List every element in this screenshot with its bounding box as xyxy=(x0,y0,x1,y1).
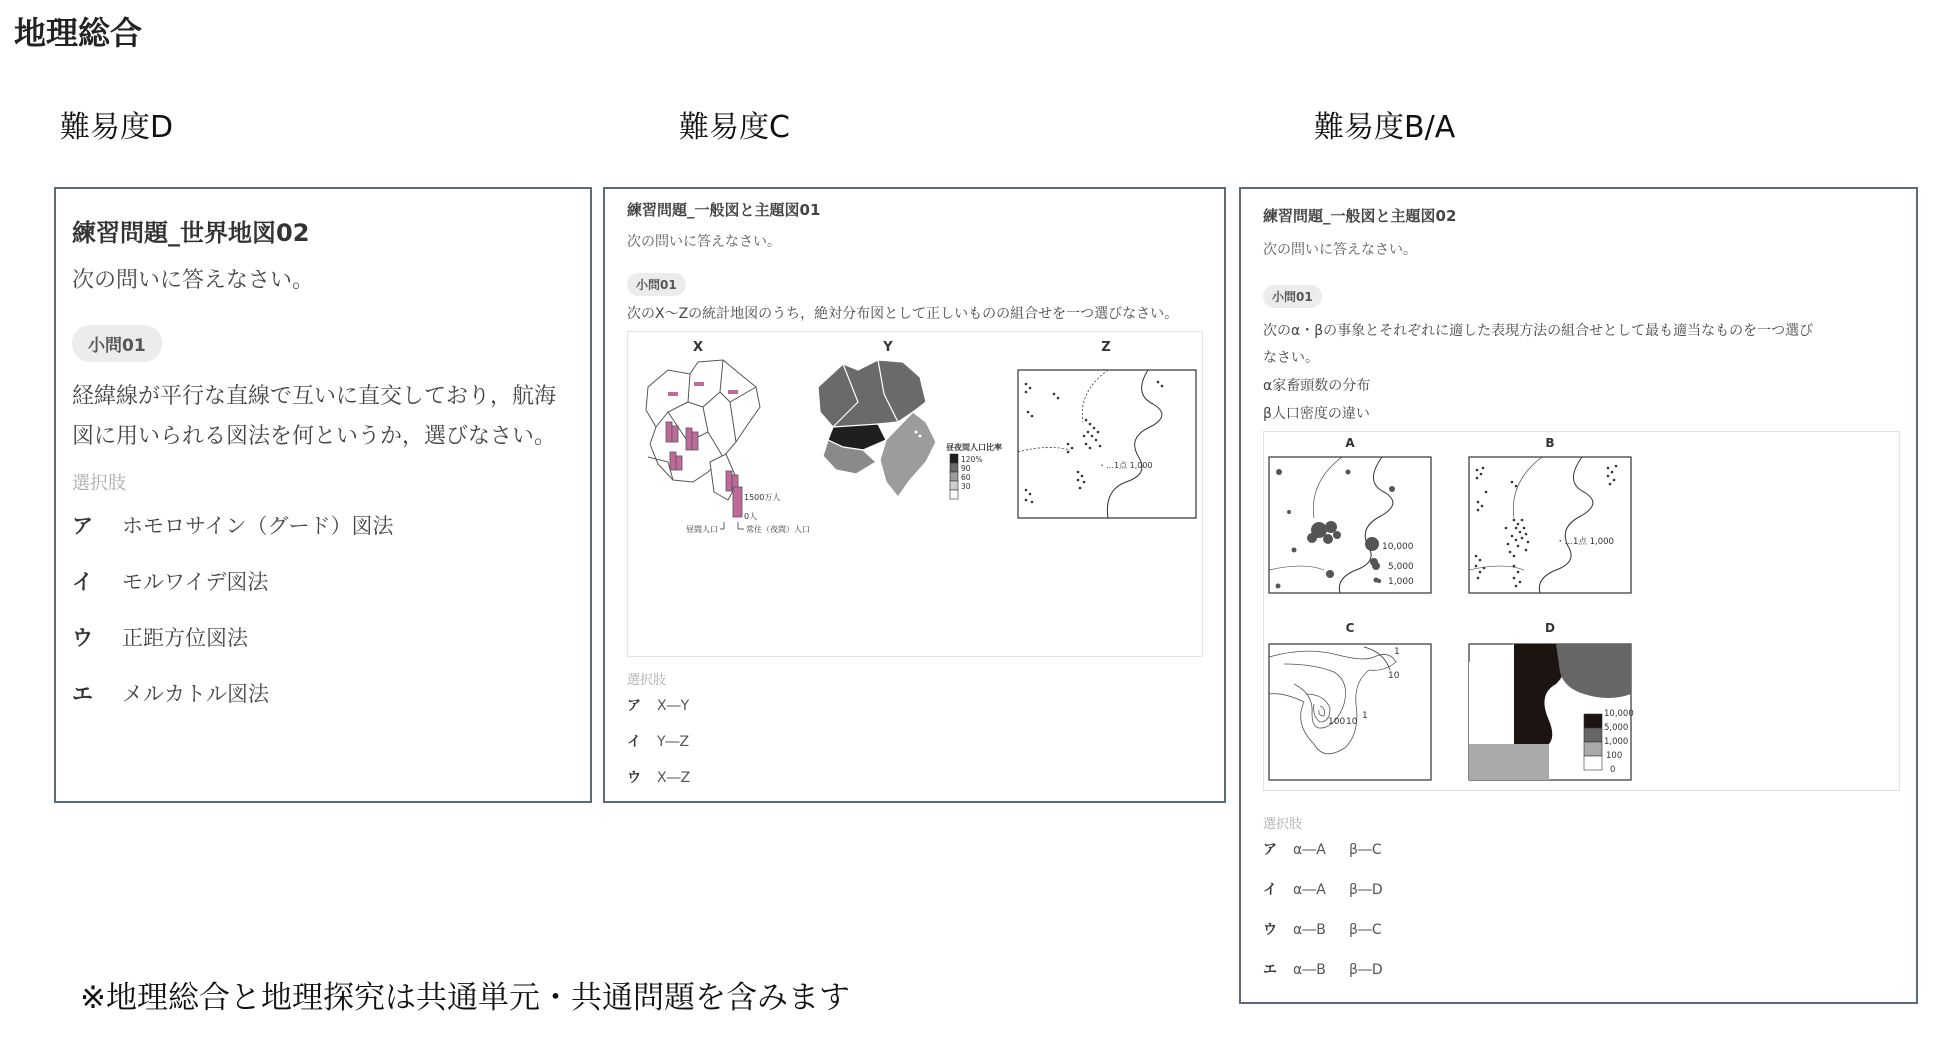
choice-u[interactable] xyxy=(72,622,248,652)
level-label-d: 難易度D xyxy=(60,110,174,145)
map-y-legend-value: 90 xyxy=(961,464,971,473)
map-d-legend-value: 0 xyxy=(1610,765,1616,775)
subquestion-badge: 小問01 xyxy=(627,273,686,296)
map-c-contour: 1 xyxy=(1394,647,1400,657)
choice-mark: ア xyxy=(627,698,641,714)
choice-mark: エ xyxy=(1263,962,1277,978)
map-a-legend-value: 5,000 xyxy=(1388,562,1414,572)
map-d-legend-value: 10,000 xyxy=(1604,709,1634,719)
statistical-maps-figure xyxy=(627,331,1203,657)
choice-a[interactable] xyxy=(1263,839,1382,859)
choice-beta: β―D xyxy=(1349,962,1383,978)
choice-beta: β―D xyxy=(1349,882,1383,898)
map-x-legend-day: 昼間人口 xyxy=(686,525,718,534)
choice-mark: イ xyxy=(72,570,93,594)
map-y xyxy=(818,360,936,497)
map-c-contour: 1 xyxy=(1362,711,1368,721)
choice-mark: ア xyxy=(1263,842,1277,858)
map-d-legend-value: 1,000 xyxy=(1604,737,1629,747)
choice-e[interactable] xyxy=(72,678,269,708)
map-z xyxy=(1018,370,1196,518)
choice-alpha: α―B xyxy=(1293,922,1326,938)
map-a-legend-value: 10,000 xyxy=(1382,542,1414,552)
question-text-line1: 次のα・βの事象とそれぞれに適した表現方法の組合せとして最も適当なものを一つ選び xyxy=(1263,323,1814,339)
alpha-item: α家畜頭数の分布 xyxy=(1263,378,1371,394)
question-text: 次のX〜Zの統計地図のうち，絶対分布図として正しいものの組合せを一つ選びなさい。 xyxy=(627,306,1179,322)
question-title: 練習問題_一般図と主題図02 xyxy=(1263,207,1457,225)
choice-text: 正距方位図法 xyxy=(122,626,248,650)
level-label-c: 難易度C xyxy=(679,110,790,145)
choices-label: 選択肢 xyxy=(72,473,126,494)
choice-mark: ウ xyxy=(1263,922,1277,938)
question-instruction: 次の問いに答えなさい。 xyxy=(627,234,781,250)
map-d-label: D xyxy=(1545,621,1555,635)
subquestion-badge: 小問01 xyxy=(72,325,162,362)
question-instruction: 次の問いに答えなさい。 xyxy=(72,268,315,293)
choice-i[interactable] xyxy=(72,566,268,596)
choice-beta: β―C xyxy=(1349,922,1382,938)
choices-label: 選択肢 xyxy=(1263,817,1303,832)
beta-item: β人口密度の違い xyxy=(1263,406,1370,422)
map-z-legend: ・…1点 1,000 xyxy=(1098,461,1153,470)
map-b-label: B xyxy=(1545,436,1555,450)
subquestion-badge: 小問01 xyxy=(1263,285,1322,308)
map-d-legend-value: 5,000 xyxy=(1604,723,1629,733)
representation-maps-figure xyxy=(1263,431,1900,791)
question-card-ba xyxy=(1239,187,1918,1004)
question-card-c xyxy=(603,187,1226,803)
choice-text: Y―Z xyxy=(657,734,690,750)
map-x-legend-night: 常住（夜間）人口 xyxy=(746,525,810,534)
choice-beta: β―C xyxy=(1349,842,1382,858)
choice-text: モルワイデ図法 xyxy=(122,570,269,594)
choice-u[interactable] xyxy=(1263,919,1382,939)
map-x-legend-top: 1500万人 xyxy=(744,493,781,502)
map-b-legend: ・…1点 1,000 xyxy=(1556,537,1614,547)
map-z-label: Z xyxy=(1101,340,1111,355)
map-a-label: A xyxy=(1345,436,1355,450)
choice-mark: エ xyxy=(72,682,93,706)
map-y-legend-value: 60 xyxy=(961,473,971,482)
choice-u[interactable] xyxy=(627,767,690,787)
question-text-line2: なさい。 xyxy=(1263,350,1319,366)
map-y-label: Y xyxy=(883,340,893,355)
map-y-legend-title: 昼夜間人口比率 xyxy=(946,443,1002,452)
choice-e[interactable] xyxy=(1263,959,1383,979)
map-a xyxy=(1269,457,1431,593)
choice-text: X―Y xyxy=(657,698,690,714)
map-x-label: X xyxy=(692,340,704,355)
choice-alpha: α―A xyxy=(1293,882,1326,898)
map-c xyxy=(1269,644,1431,780)
map-d-legend-value: 100 xyxy=(1606,751,1623,761)
choice-alpha: α―A xyxy=(1293,842,1326,858)
choice-alpha: α―B xyxy=(1293,962,1326,978)
choice-mark: ウ xyxy=(72,626,93,650)
question-card-d xyxy=(54,187,592,803)
map-a-legend-value: 1,000 xyxy=(1388,577,1414,587)
map-x-legend-bottom: 0人 xyxy=(744,512,758,521)
map-x xyxy=(646,360,760,500)
choice-mark: イ xyxy=(627,734,641,750)
choices-label: 選択肢 xyxy=(627,673,667,688)
choice-a[interactable] xyxy=(72,510,394,540)
map-b xyxy=(1469,457,1631,593)
choice-i[interactable] xyxy=(1263,879,1383,899)
map-d xyxy=(1469,644,1634,780)
footnote: ※地理総合と地理探究は共通単元・共通問題を含みます xyxy=(80,980,850,1016)
map-c-contour: 10 xyxy=(1346,717,1358,727)
choice-text: メルカトル図法 xyxy=(122,682,269,706)
choice-i[interactable] xyxy=(627,731,689,751)
map-c-contour: 10 xyxy=(1388,671,1400,681)
map-y-legend-value: 30 xyxy=(961,482,971,491)
choice-text: ホモロサイン（グード）図法 xyxy=(122,514,394,538)
choice-a[interactable] xyxy=(627,695,689,715)
page-title: 地理総合 xyxy=(14,14,143,52)
question-instruction: 次の問いに答えなさい。 xyxy=(1263,242,1417,258)
question-title: 練習問題_世界地図02 xyxy=(72,219,310,247)
choice-text: X―Z xyxy=(657,770,691,786)
map-c-contour: 100 xyxy=(1328,717,1346,727)
choice-mark: ウ xyxy=(627,770,641,786)
question-title: 練習問題_一般図と主題図01 xyxy=(627,201,821,219)
question-text: 経緯線が平行な直線で互いに直交しており，航海図に用いられる図法を何というか，選びなさい。 xyxy=(72,384,557,449)
choice-mark: イ xyxy=(1263,882,1277,898)
level-label-ba: 難易度B/A xyxy=(1314,110,1456,145)
map-y-legend-value: 120% xyxy=(961,455,983,464)
map-c-label: C xyxy=(1345,621,1355,635)
choice-mark: ア xyxy=(72,514,93,538)
